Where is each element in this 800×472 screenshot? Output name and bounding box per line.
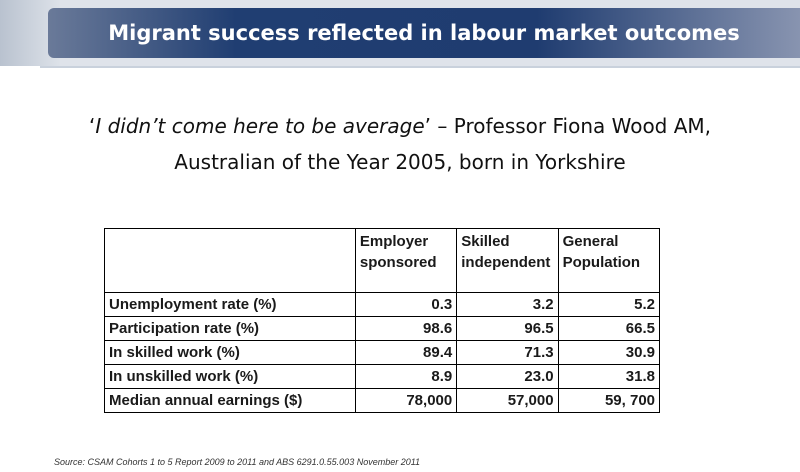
table-row: [105, 293, 660, 317]
row-label: Unemployment rate (%): [105, 293, 356, 317]
outcomes-table: [104, 228, 660, 413]
table-cell: 31.8: [558, 365, 659, 389]
quote-open-mark: ‘: [88, 114, 96, 138]
quote-text: I didn’t come here to be average: [95, 114, 425, 138]
table-row: [105, 341, 660, 365]
table-cell: 0.3: [355, 293, 456, 317]
table-cell: 78,000: [355, 389, 456, 413]
row-label: In unskilled work (%): [105, 365, 356, 389]
row-label: Participation rate (%): [105, 317, 356, 341]
table-cell: 30.9: [558, 341, 659, 365]
table-cell: 3.2: [457, 293, 558, 317]
table-cell: 23.0: [457, 365, 558, 389]
row-label: Median annual earnings ($): [105, 389, 356, 413]
quote-line-2: Australian of the Year 2005, born in Yorkshire: [174, 150, 626, 174]
column-header-employer-sponsored: [355, 229, 456, 293]
column-header-line: independent: [461, 254, 551, 271]
column-header-line: General: [562, 233, 619, 250]
column-header-general-population: [558, 229, 659, 293]
table-corner-cell: [105, 229, 356, 293]
column-header-line: sponsored: [359, 254, 437, 271]
column-header-line: Population: [562, 254, 641, 271]
table-cell: 98.6: [355, 317, 456, 341]
table-cell: 57,000: [457, 389, 558, 413]
row-label: In skilled work (%): [105, 341, 356, 365]
table-row: [105, 365, 660, 389]
table-cell: 89.4: [355, 341, 456, 365]
table-cell: 8.9: [355, 365, 456, 389]
quote-line-1: [30, 108, 770, 144]
table-row: [105, 389, 660, 413]
column-header-skilled-independent: [457, 229, 558, 293]
table-cell: 59, 700: [558, 389, 659, 413]
slide-title: Migrant success reflected in labour market outcomes: [108, 21, 740, 45]
table-cell: 66.5: [558, 317, 659, 341]
table-cell: 71.3: [457, 341, 558, 365]
table-header-row: [105, 229, 660, 293]
quote-attribution: – Professor Fiona Wood AM,: [431, 114, 712, 138]
column-header-line: Employer: [359, 233, 429, 250]
table-row: [105, 317, 660, 341]
column-header-line: Skilled: [461, 233, 510, 250]
quote-close-mark: ’: [424, 114, 432, 138]
table-cell: 96.5: [457, 317, 558, 341]
quote-block: [30, 108, 770, 180]
title-divider: [40, 66, 800, 68]
source-note: Source: CSAM Cohorts 1 to 5 Report 2009 to 2011 and ABS 6291.0.55.003 November 2011: [54, 457, 421, 467]
table-cell: 5.2: [558, 293, 659, 317]
